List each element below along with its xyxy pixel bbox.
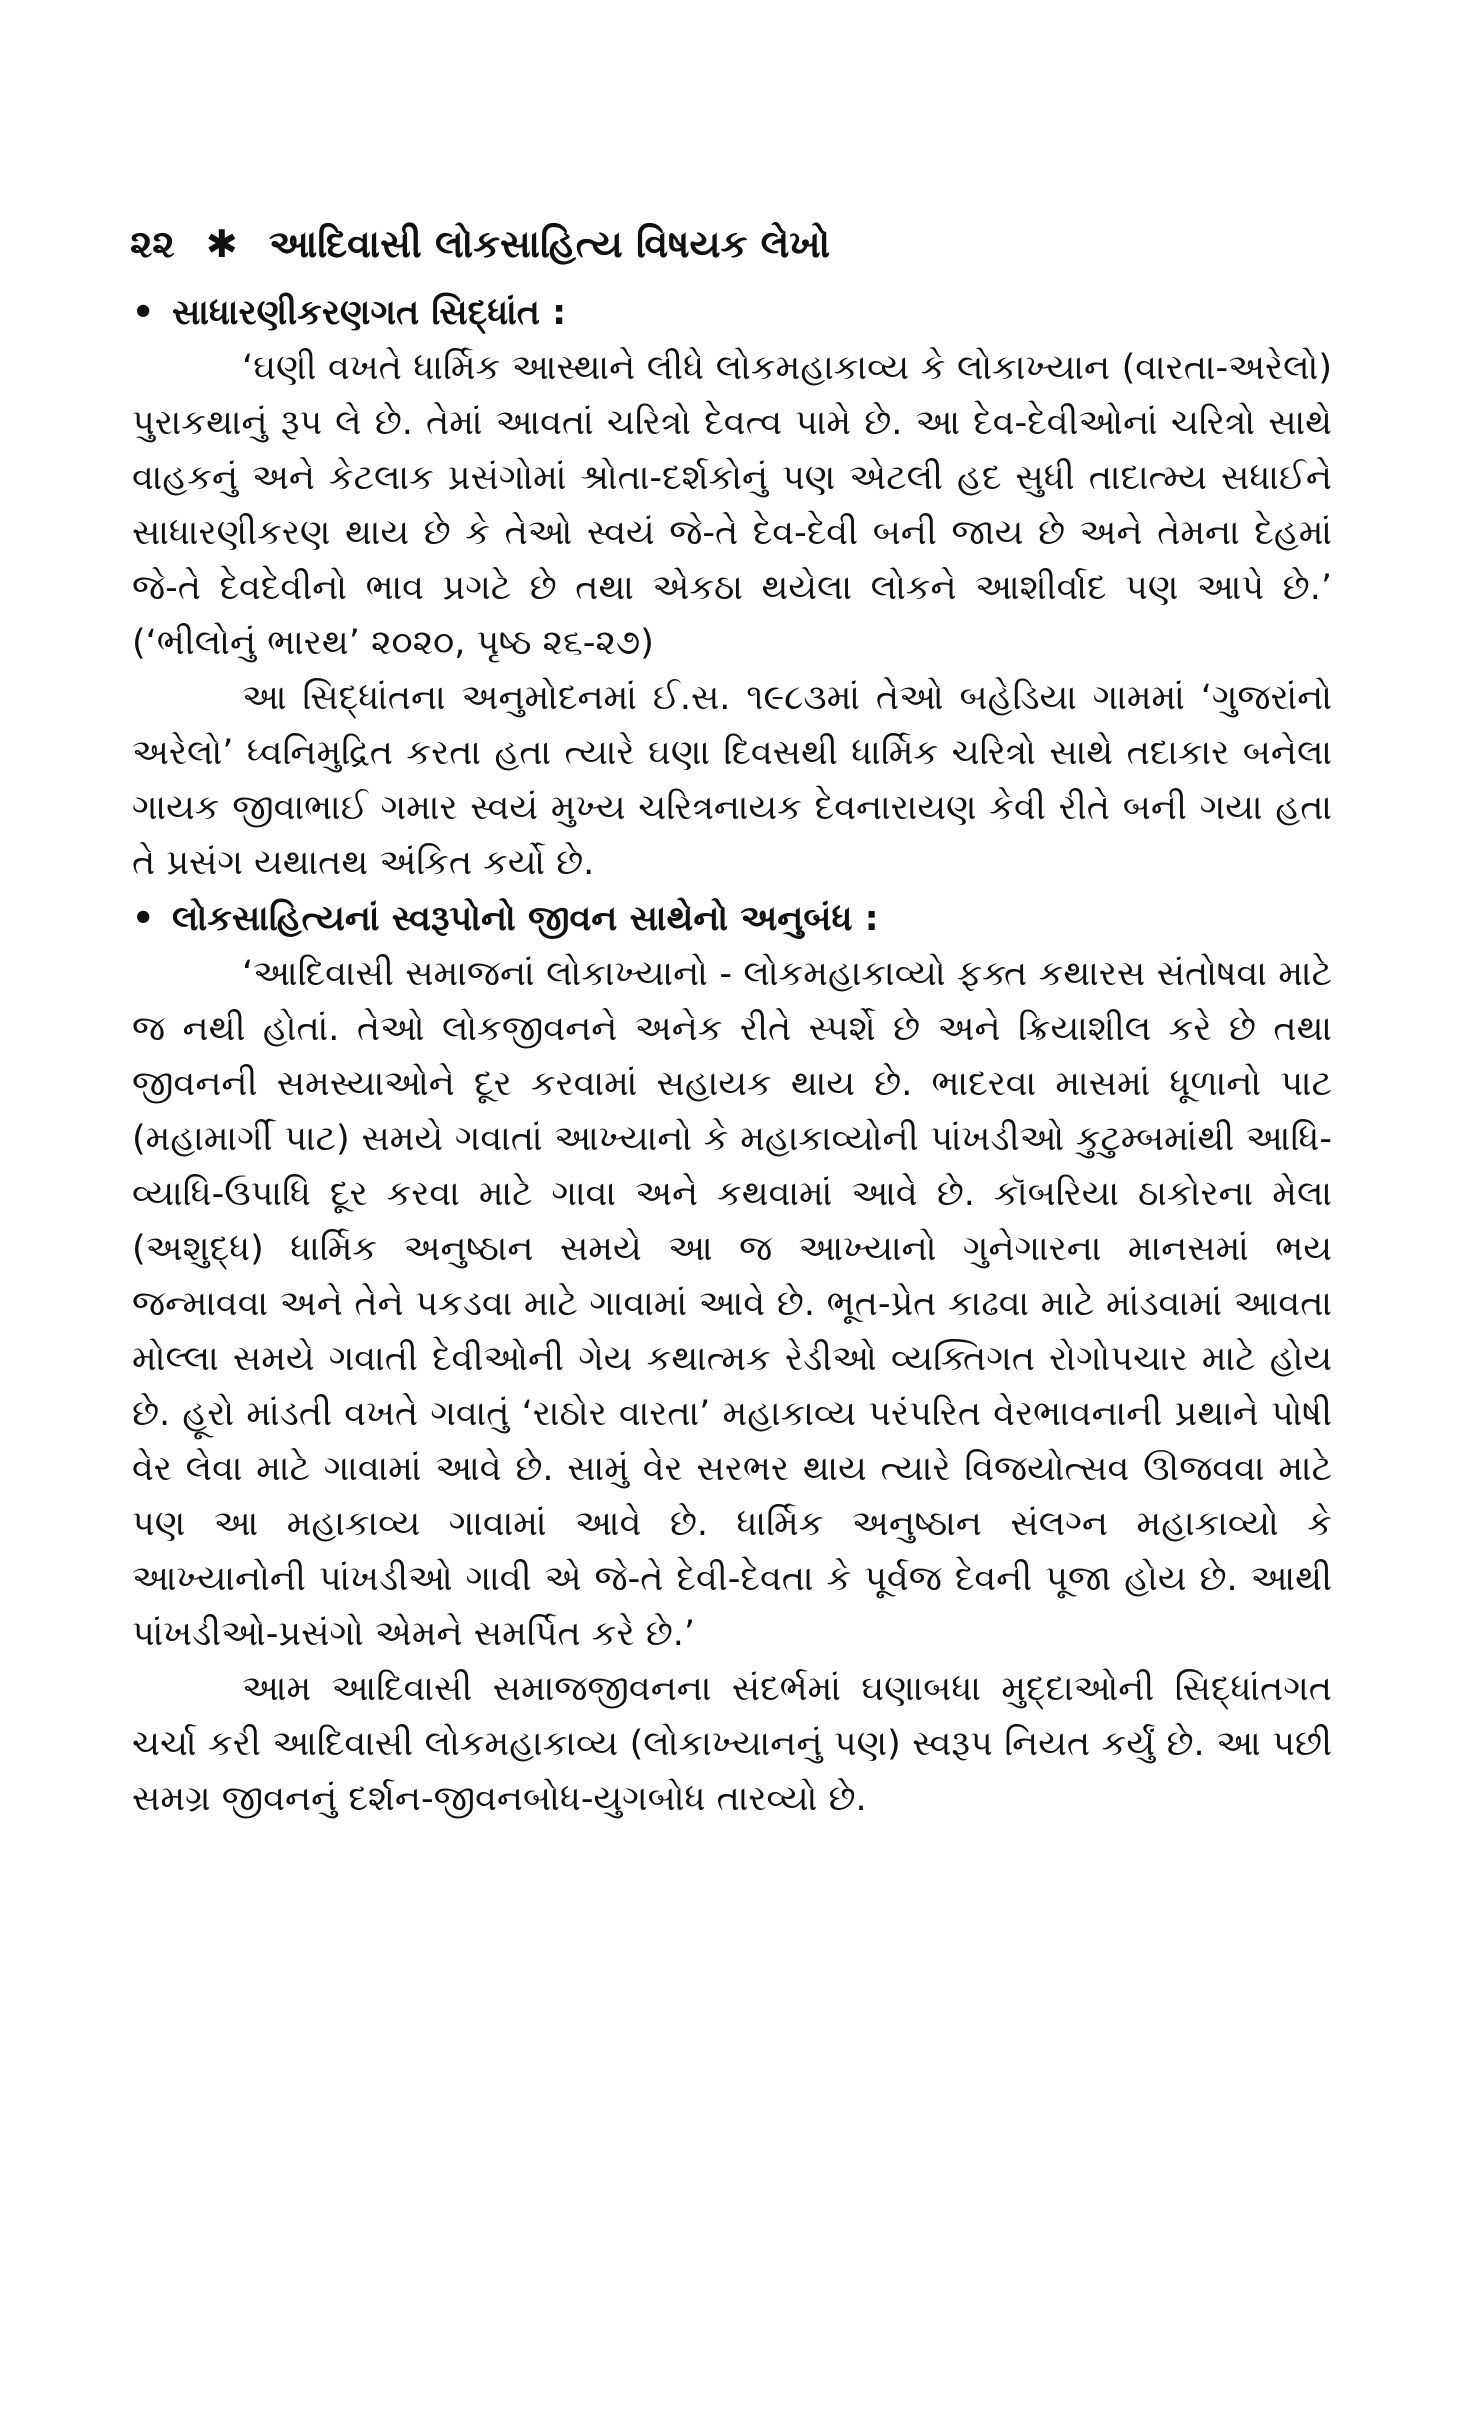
section-heading-generalization	[132, 285, 1332, 341]
page-number: ૨૨	[130, 222, 175, 266]
section-heading-text: સાધારણીકરણગત સિદ્ધાંત :	[172, 293, 567, 333]
section-heading-text: લોકસાહિત્યનાં સ્વરૂપોનો જીવન સાથેનો અનુબંધ :	[172, 899, 879, 939]
running-header	[130, 222, 1330, 268]
bullet-icon: •	[132, 293, 155, 333]
paragraph: આ સિદ્ધાંતના અનુમોદનમાં ઈ.સ. ૧૯૮૩માં તેઓ બહેડિયા ગામમાં ‘ગુજરાંનો અરેલો’ ધ્વનિમુદ્રિત કરતા હતા ત્યારે ઘણા દિવસથી ધાર્મિક ચરિત્રો સાથે તદાકાર બનેલા ગાયક જીવાભાઈ ગમાર સ્વયં મુખ્ય ચરિત્રનાયક દેવનારાયણ કેવી રીતે બની ગયા હતા તે પ્રસંગ યથાતથ અંકિત કર્યો છે.	[132, 678, 1332, 883]
running-title: આદિવાસી લોકસાહિત્ય વિષયક લેખો	[268, 222, 831, 266]
paragraph: ‘આદિવાસી સમાજનાં લોકાખ્યાનો - લોકમહાકાવ્યો ફક્ત કથારસ સંતોષવા માટે જ નથી હોતાં. તેઓ લોકજીવનને અનેક રીતે સ્પર્શે છે અને ક્રિયાશીલ કરે છે તથા જીવનની સમસ્યાઓને દૂર કરવામાં સહાયક થાય છે. ભાદરવા માસમાં ધૂળાનો પાટ (મહામાર્ગી પાટ) સમયે ગવાતાં આખ્યાનો કે મહાકાવ્યોની પાંખડીઓ કુટુમ્બમાંથી આધિ-વ્યાધિ-ઉપાધિ દૂર કરવા માટે ગાવા અને કથવામાં આવે છે. કૉબરિયા ઠાકોરના મેલા (અશુદ્ધ) ધાર્મિક અનુષ્ઠાન સમયે આ જ આખ્યાનો ગુનેગારના માનસમાં ભય જન્માવવા અને તેને પકડવા માટે ગાવામાં આવે છે. ભૂત-પ્રેત કાઢવા માટે માંડવામાં આવતા મોલ્લા સમયે ગવાતી દેવીઓની ગેય કથાત્મક રેડીઓ વ્યક્તિગત રોગોપચાર માટે હોય છે. હૂરો માંડતી વખતે ગવાતું ‘રાઠોર વારતા’ મહાકાવ્ય પરંપરિત વેરભાવનાની પ્રથાને પોષી વેર લેવા માટે ગાવામાં આવે છે. સામું વેર સરભર થાય ત્યારે વિજયોત્સવ ઊજવવા માટે પણ આ મહાકાવ્ય ગાવામાં આવે છે. ધાર્મિક અનુષ્ઠાન સંલગ્ન મહાકાવ્યો કે આખ્યાનોની પાંખડીઓ ગાવી એ જે-તે દેવી-દેવતા કે પૂર્વજ દેવની પૂજા હોય છે. આથી પાંખડીઓ-પ્રસંગો એમને સમર્પિત કરે છે.’	[132, 954, 1332, 1654]
bullet-icon: •	[132, 899, 155, 939]
paragraph: ‘ઘણી વખતે ધાર્મિક આસ્થાને લીધે લોકમહાકાવ્ય કે લોકાખ્યાન (વારતા-અરેલો) પુરાકથાનું રૂપ લે છે. તેમાં આવતાં ચરિત્રો દેવત્વ પામે છે. આ દેવ-દેવીઓનાં ચરિત્રો સાથે વાહકનું અને કેટલાક પ્રસંગોમાં શ્રોતા-દર્શકોનું પણ એટલી હદ સુધી તાદાત્મ્ય સધાઈને સાધારણીકરણ થાય છે કે તેઓ સ્વયં જે-તે દેવ-દેવી બની જાય છે અને તેમના દેહમાં જે-તે દેવદેવીનો ભાવ પ્રગટે છે તથા એકઠા થયેલા લોકને આશીર્વાદ પણ આપે છે.’ (‘ભીલોનું ભારથ’ ૨૦૨૦, પૃષ્ઠ ૨૬-૨૭)	[132, 348, 1332, 663]
asterisk-icon: ✱	[205, 222, 238, 266]
paragraph: આમ આદિવાસી સમાજજીવનના સંદર્ભમાં ઘણાબધા મુદ્દાઓની સિદ્ધાંતગત ચર્ચા કરી આદિવાસી લોકમહાકાવ્ય (લોકાખ્યાનનું પણ) સ્વરૂપ નિયત કર્યું છે. આ પછી સમગ્ર જીવનનું દર્શન-જીવનબોધ-યુગબોધ તારવ્યો છે.	[132, 1669, 1332, 1819]
section-heading-folklore-life	[132, 891, 1332, 947]
page-body	[132, 285, 1332, 1827]
